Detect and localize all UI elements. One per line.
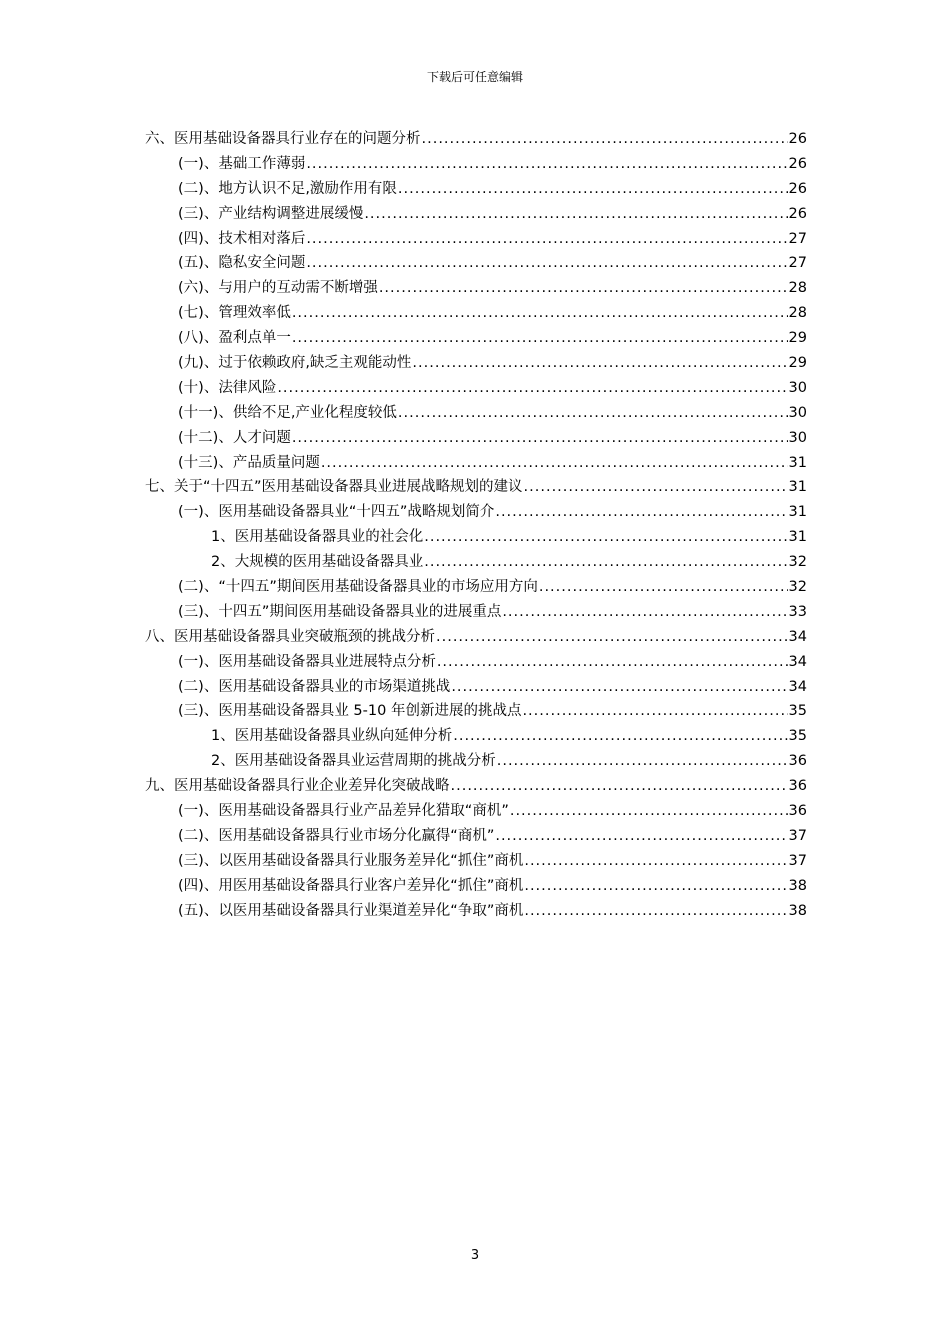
toc-dot-leader (495, 500, 787, 525)
toc-entry[interactable] (145, 376, 807, 401)
toc-dot-leader (451, 675, 787, 700)
toc-entry[interactable] (145, 575, 807, 600)
toc-dot-leader (437, 650, 788, 675)
toc-entry-title: (六)、与用户的互动需不断增强 (178, 280, 378, 297)
toc-entry-title: (二)、地方认识不足,激励作用有限 (178, 180, 397, 197)
toc-entry[interactable] (145, 251, 807, 276)
toc-dot-leader (524, 475, 788, 500)
toc-entry[interactable] (145, 152, 807, 177)
toc-dot-leader (497, 749, 788, 774)
toc-entry-page: 33 (788, 603, 807, 620)
toc-entry[interactable] (145, 874, 807, 899)
toc-entry-title: (一)、医用基础设备器具业进展特点分析 (178, 653, 436, 670)
toc-entry[interactable] (145, 749, 807, 774)
toc-entry-page: 30 (788, 379, 807, 396)
toc-dot-leader (502, 600, 787, 625)
toc-entry-title: (二)、医用基础设备器具业的市场渠道挑战 (178, 678, 451, 695)
toc-dot-leader (292, 301, 788, 326)
toc-dot-leader (412, 351, 787, 376)
toc-entry-title: (一)、医用基础设备器具行业产品差异化猎取“商机” (178, 803, 509, 820)
toc-entry-page: 34 (788, 628, 807, 645)
toc-entry-title: (四)、技术相对落后 (178, 230, 306, 247)
toc-dot-leader (495, 824, 787, 849)
toc-entry-page: 35 (788, 728, 807, 745)
toc-dot-leader (306, 152, 787, 177)
toc-entry-title: (三)、以医用基础设备器具行业服务差异化“抓住”商机 (178, 852, 524, 869)
toc-entry[interactable] (145, 724, 807, 749)
toc-entry[interactable] (145, 699, 807, 724)
toc-entry-page: 31 (788, 454, 807, 471)
toc-entry[interactable] (145, 675, 807, 700)
toc-entry-title: (三)、十四五”期间医用基础设备器具业的进展重点 (178, 603, 502, 620)
toc-entry-title: (十二)、人才问题 (178, 429, 291, 446)
toc-dot-leader (424, 525, 787, 550)
toc-entry-title: (十)、法律风险 (178, 379, 277, 396)
toc-entry-title: 1、医用基础设备器具业纵向延伸分析 (211, 728, 453, 745)
toc-entry-title: (二)、医用基础设备器具行业市场分化赢得“商机” (178, 827, 495, 844)
toc-entry-page: 31 (788, 529, 807, 546)
toc-entry-title: (九)、过于依赖政府,缺乏主观能动性 (178, 355, 412, 372)
toc-entry-title: (三)、产业结构调整进展缓慢 (178, 205, 364, 222)
toc-entry-page: 28 (788, 305, 807, 322)
toc-dot-leader (524, 899, 787, 924)
table-of-contents (145, 127, 807, 924)
toc-entry-page: 26 (788, 131, 807, 147)
toc-dot-leader (398, 177, 788, 202)
toc-dot-leader (292, 326, 788, 351)
toc-dot-leader (436, 625, 788, 650)
toc-dot-leader (524, 849, 787, 874)
toc-dot-leader (379, 276, 788, 301)
toc-entry-page: 27 (788, 230, 807, 247)
toc-entry-title: (四)、用医用基础设备器具行业客户差异化“抓住”商机 (178, 877, 524, 894)
toc-dot-leader (306, 227, 787, 252)
toc-entry-page: 32 (788, 554, 807, 571)
toc-dot-leader (451, 774, 788, 799)
toc-entry[interactable] (145, 177, 807, 202)
toc-dot-leader (292, 426, 788, 451)
toc-entry[interactable] (145, 401, 807, 426)
toc-entry-page: 31 (788, 479, 807, 496)
toc-entry-title: (一)、基础工作薄弱 (178, 155, 306, 172)
toc-entry-title: 九、医用基础设备器具行业企业差异化突破战略 (145, 778, 450, 795)
toc-entry-page: 35 (788, 703, 807, 720)
toc-entry[interactable] (145, 351, 807, 376)
toc-dot-leader (364, 202, 787, 227)
toc-dot-leader (510, 799, 788, 824)
toc-entry[interactable] (145, 525, 807, 550)
toc-dot-leader (539, 575, 788, 600)
toc-entry-title: 六、医用基础设备器具行业存在的问题分析 (145, 131, 421, 147)
toc-dot-leader (321, 451, 788, 476)
toc-entry-title: (五)、以医用基础设备器具行业渠道差异化“争取”商机 (178, 902, 524, 919)
toc-entry-page: 36 (788, 778, 807, 795)
toc-entry-page: 26 (788, 155, 807, 172)
toc-dot-leader (453, 724, 787, 749)
toc-entry-page: 34 (788, 653, 807, 670)
page-number: 3 (470, 1248, 480, 1263)
toc-entry[interactable] (145, 899, 807, 924)
toc-entry[interactable] (145, 227, 807, 252)
toc-entry[interactable] (145, 650, 807, 675)
toc-dot-leader (524, 874, 787, 899)
toc-entry-title: (十一)、供给不足,产业化程度较低 (178, 404, 397, 421)
toc-entry-title: (二)、“十四五”期间医用基础设备器具业的市场应用方向 (178, 579, 538, 596)
toc-entry-title: (一)、医用基础设备器具业“十四五”战略规划简介 (178, 504, 495, 521)
toc-entry-page: 36 (788, 803, 807, 820)
toc-entry[interactable] (145, 451, 807, 476)
page-header: 下载后可任意编辑 (426, 70, 523, 84)
toc-entry[interactable] (145, 824, 807, 849)
toc-entry-title: 2、医用基础设备器具业运营周期的挑战分析 (211, 753, 496, 770)
toc-dot-leader (522, 699, 787, 724)
toc-entry-page: 26 (788, 180, 807, 197)
toc-entry-page: 26 (788, 205, 807, 222)
toc-entry[interactable] (145, 500, 807, 525)
toc-entry-title: 2、大规模的医用基础设备器具业 (211, 554, 424, 571)
toc-entry-page: 36 (788, 753, 807, 770)
toc-entry-title: (七)、管理效率低 (178, 305, 291, 322)
toc-entry[interactable] (145, 202, 807, 227)
toc-entry-page: 30 (788, 429, 807, 446)
toc-dot-leader (398, 401, 788, 426)
toc-entry-title: (八)、盈利点单一 (178, 330, 291, 347)
toc-entry[interactable] (145, 600, 807, 625)
toc-entry-page: 29 (788, 330, 807, 347)
toc-entry-page: 29 (788, 355, 807, 372)
toc-entry-page: 28 (788, 280, 807, 297)
toc-entry-page: 34 (788, 678, 807, 695)
toc-entry[interactable] (145, 849, 807, 874)
toc-entry[interactable] (145, 550, 807, 575)
toc-entry[interactable] (145, 426, 807, 451)
toc-entry-page: 31 (788, 504, 807, 521)
toc-entry-page: 30 (788, 404, 807, 421)
toc-entry-title: (三)、医用基础设备器具业 5-10 年创新进展的挑战点 (178, 703, 522, 720)
toc-entry[interactable] (145, 799, 807, 824)
toc-entry[interactable] (145, 276, 807, 301)
toc-entry[interactable] (145, 774, 807, 799)
toc-dot-leader (424, 550, 787, 575)
toc-entry[interactable] (145, 625, 807, 650)
toc-entry-title: 七、关于“十四五”医用基础设备器具业进展战略规划的建议 (145, 479, 523, 496)
toc-entry-title: 八、医用基础设备器具业突破瓶颈的挑战分析 (145, 628, 435, 645)
toc-entry[interactable] (145, 326, 807, 351)
toc-entry-page: 27 (788, 255, 807, 272)
toc-dot-leader (422, 127, 788, 152)
toc-entry-page: 37 (788, 827, 807, 844)
toc-entry[interactable] (145, 301, 807, 326)
toc-entry-page: 37 (788, 852, 807, 869)
toc-entry[interactable] (145, 475, 807, 500)
toc-entry-title: (十三)、产品质量问题 (178, 454, 320, 471)
toc-entry-page: 38 (788, 877, 807, 894)
toc-entry-title: (五)、隐私安全问题 (178, 255, 306, 272)
toc-entry-page: 32 (788, 579, 807, 596)
toc-entry[interactable] (145, 127, 807, 152)
toc-dot-leader (306, 251, 787, 276)
toc-dot-leader (277, 376, 787, 401)
toc-entry-page: 38 (788, 902, 807, 919)
toc-entry-title: 1、医用基础设备器具业的社会化 (211, 529, 424, 546)
